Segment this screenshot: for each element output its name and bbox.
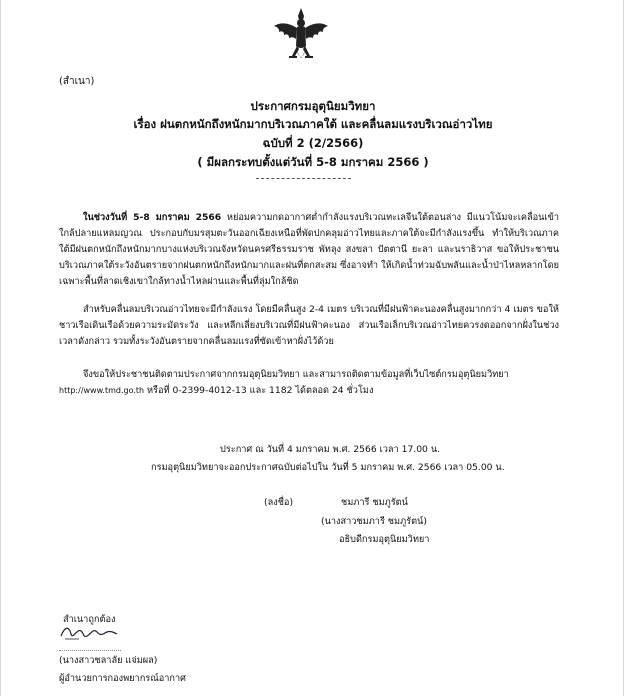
contact-text: จึงขอให้ประชาชนติดตามประกาศจากกรมอุตุนิยมวิทยา และสามารถติดตามข้อมูลที่เว็บไซต์กรมอุตุนิยมวิทยา bbox=[83, 369, 509, 380]
effective-period: ( มีผลกระทบตั้งแต่วันที่ 5-8 มกราคม 2566 ) bbox=[197, 155, 429, 169]
title-separator bbox=[256, 178, 351, 179]
signer-position: อธิบดีกรมอุตุนิยมวิทยา bbox=[339, 534, 430, 545]
signed-name: ชมภารี ชมภูรัตน์ bbox=[341, 497, 408, 508]
paragraph-lead: ในช่วงวันที่ 5-8 มกราคม 2566 bbox=[83, 212, 222, 223]
certifier-name: (นางสาวชลาลัย แจ่มผล) bbox=[59, 655, 158, 666]
signer-full-name: (นางสาวชมภารี ชมภูรัตน์) bbox=[321, 516, 427, 527]
certified-copy-label: สำเนาถูกต้อง bbox=[63, 614, 116, 625]
subject-title: เรื่อง ฝนตกหนักถึงหนักมากบริเวณภาคใต้ และคลื่นลมแรงบริเวณอ่าวไทย bbox=[133, 117, 493, 131]
signature-line bbox=[59, 650, 121, 651]
handwritten-signature-icon bbox=[59, 622, 119, 644]
copy-tag: (สำเนา) bbox=[59, 76, 95, 87]
paragraph-rain-warning bbox=[59, 210, 559, 290]
issue-number: ฉบับที่ 2 (2/2566) bbox=[262, 136, 364, 150]
contact-phone: หรือที่ 0-2399-4012-13 และ 1182 ได้ตลอด 24 ชั่วโมง bbox=[144, 385, 374, 396]
paragraph-contact bbox=[59, 367, 559, 399]
certifier-position: ผู้อำนวยการกองพยากรณ์อากาศ bbox=[59, 673, 186, 684]
agency-title: ประกาศกรมอุตุนิยมวิทยา bbox=[250, 99, 376, 113]
tmd-website-link[interactable]: http://www.tmd.go.th bbox=[59, 386, 145, 395]
announced-date: ประกาศ ณ วันที่ 4 มกราคม พ.ศ. 2566 เวลา 17.00 น. bbox=[220, 444, 441, 455]
paragraph-rain-text: หย่อมความกดอากาศต่ำกำลังแรงบริเวณทะเลจีนใต้ตอนล่าง มีแนวโน้มจะเคลื่อนเข้าใกล้ปลายแหลมญวณ ประกอบกับมรสุมตะวันออกเฉียงเหนือที่พัดปกคลุมอ่าวไทยและภาคใต้จะมีกำลังแรงขึ้น ทำให้บริเวณภาคใต้มีฝนตกหนักถึงหนักมากบางแห่งบริเวณจังหวัดนครศรีธรรมราช พัทลุง สงขลา ปัตตานี ยะลา และนราธิวาส ขอให้ประชาชนบริเวณภาคใต้ระวังอันตรายจากฝนตกหนักถึงหนักมากและฝนที่ตกสะสม ซึ่งอาจทำ ให้เกิดน้ำท่วมฉับพลันและน้ำป่าไหลหลากโดยเฉพาะพื้นที่ลาดเชิงเขาใกล้ทางน้ำไหลผ่านและพื้นที่ลุ่มใกล้ชิด bbox=[59, 212, 560, 287]
signed-label: (ลงชื่อ) bbox=[264, 497, 294, 508]
paragraph-wave-warning: สำหรับคลื่นลมบริเวณอ่าวไทยจะมีกำลังแรง โดยมีคลื่นสูง 2-4 เมตร บริเวณที่มีฝนฟ้าคะนองคลื่นสูงมากกว่า 4 เมตร ขอให้ชาวเรือเดินเรือด้วยความระมัดระวัง และหลีกเลี่ยงบริเวณที่มีฝนฟ้าคะนอง ส่วนเรือเล็กบริเวณอ่าวไทยควรงดออกจากฝั่งในช่วงเวลาดังกล่าว รวมทั้งระวังอันตรายจากคลื่นลมแรงที่ซัดเข้าหาฝั่งไว้ด้วย bbox=[59, 304, 559, 347]
next-issue-date: กรมอุตุนิยมวิทยาจะออกประกาศฉบับต่อไปใน วันที่ 5 มกราคม พ.ศ. 2566 เวลา 05.00 น. bbox=[151, 462, 505, 473]
garuda-emblem-icon bbox=[270, 6, 332, 68]
